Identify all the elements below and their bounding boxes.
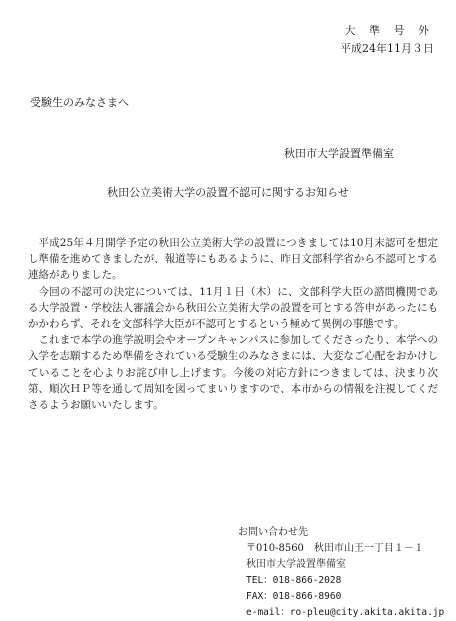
document-body (28, 235, 438, 413)
contact-tel: TEL：018-866-2028 (246, 575, 342, 586)
contact-address: 〒010-8560 秋田市山王一丁目１－１ (246, 543, 424, 554)
body-paragraph: 平成25年４月開学予定の秋田公立美術大学の設置につきましては10月末認可を想定し準備を進めてきましたが、報道等にもあるように、昨日文部科学省から不認可とする連絡がありました。 (28, 237, 438, 282)
body-paragraph: 今回の不認可の決定については、11月１日（木）に、文部科学大臣の諮問機関である大学設置・学校法人審議会から秋田公立美術大学の設置を可とする答申があったにもかかわらず、それを文部科学大臣が不認可とするという極めて異例の事態です。 (28, 285, 438, 331)
contact-office: 秋田市大学設置準備室 (246, 559, 346, 570)
contact-email[interactable]: e-mail：ro-pleu@city.akita.akita.jp (246, 607, 445, 618)
contact-fax: FAX：018-866-8960 (246, 591, 342, 602)
document-number: 大 準 号 外 (344, 24, 434, 37)
body-paragraph: これまで本学の進学説明会やオープンキャンパスに参加してくださったり、本学への入学を志願するため準備をされている受験生のみなさまには、大変なご心配をおかけしていることを心よりお詫び申し上げます。今後の対応方針につきましては、決まり次第、順次ＨＰ等を通して周知を図ってまいりますので、本市からの情報を注視してくださるようお願いいたします。 (28, 334, 438, 412)
contact-heading: お問い合わせ先 (238, 527, 308, 538)
sender-office: 秋田市大学設置準備室 (284, 147, 394, 160)
document-date: 平成24年11月３日 (340, 42, 434, 55)
contact-block (238, 525, 444, 621)
document-title: 秋田公立美術大学の設置不認可に関するお知らせ (107, 186, 349, 199)
addressee: 受験生のみなさまへ (30, 96, 129, 109)
